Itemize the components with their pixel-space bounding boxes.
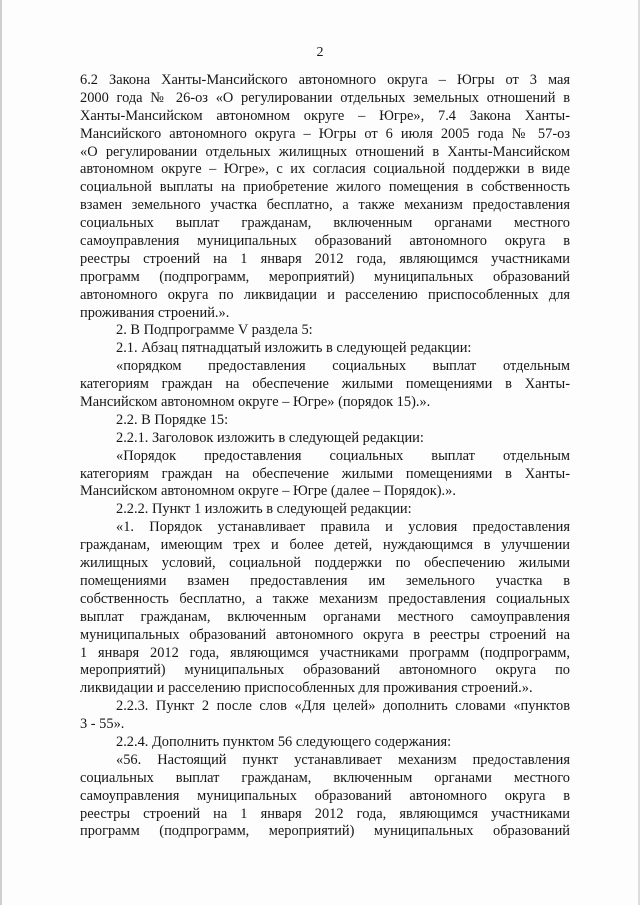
text-line: категориям граждан на обеспечение жилыми помещениями в Ханты- [80,376,570,393]
text-line: 2.2.1. Заголовок изложить в следующей редакции: [116,429,424,446]
text-line: 2000 года № 26-оз «О регулировании отдельных земельных отношений в [80,89,570,106]
text-line: проживания строений.». [80,304,230,321]
text-line: самоуправления муниципальных образований автономного округа в [80,233,570,250]
text-line: автономного округа по ликвидации и расселению приспособленных для [80,286,570,303]
text-line: жилищных условий, социальной поддержки по обеспечению жилыми [80,555,570,572]
text-line: Ханты-Мансийском автономном округе – Югре», 7.4 Закона Ханты- [80,107,570,124]
text-line: Мансийском автономном округе – Югре (далее – Порядок).». [80,483,456,500]
text-line: взамен земельного участка бесплатно, а также механизм предоставления [80,197,570,214]
text-line: выплат гражданам, включенным органами местного самоуправления [80,608,570,625]
document-body [80,72,570,841]
text-line: реестры строений на 1 января 2012 года, являющимся участниками [80,805,570,822]
text-line: автономном округе – Югре», с их согласия социальной поддержки в виде [80,161,570,178]
text-line: муниципальных образований автономного округа в реестры строений на [80,626,570,643]
scan-edge-left [0,0,2,905]
text-line: ликвидации и расселению приспособленных для проживания строений.». [80,680,533,697]
text-line: 2.2.3. Пункт 2 после слов «Для целей» дополнить словами «пунктов [116,698,570,715]
text-line: «порядком предоставления социальных выплат отдельным [116,358,570,375]
text-line: «1. Порядок устанавливает правила и условия предоставления [116,519,570,536]
text-line: программ (подпрограмм, мероприятий) муниципальных образований [80,823,570,840]
text-line: 2.2.2. Пункт 1 изложить в следующей редакции: [116,501,412,518]
text-line: реестры строений на 1 января 2012 года, являющимся участниками [80,250,570,267]
text-line: программ (подпрограмм, мероприятий) муниципальных образований [80,268,570,285]
text-line: Мансийском автономном округе – Югре» (порядок 15).». [80,394,431,411]
text-line: 2.2.4. Дополнить пунктом 56 следующего содержания: [116,733,452,750]
text-line: собственность бесплатно, а также механизм предоставления социальных [80,590,570,607]
text-line: «56. Настоящий пункт устанавливает механизм предоставления [116,751,570,768]
text-line: 2. В Подпрограмме V раздела 5: [116,322,313,339]
page-number: 2 [316,45,324,60]
text-line: 2.2. В Порядке 15: [116,411,229,428]
text-line: гражданам, имеющим трех и более детей, нуждающимся в улучшении [80,537,570,554]
text-line: самоуправления муниципальных образований автономного округа в [80,787,570,804]
text-line: социальных выплат гражданам, включенным органами местного [80,215,570,232]
text-line: помещениями взамен предоставления им земельного участка в [80,572,570,589]
text-line: 2.1. Абзац пятнадцатый изложить в следующей редакции: [116,340,472,357]
text-line: социальных выплат гражданам, включенным органами местного [80,769,570,786]
text-line: Мансийского автономного округа – Югры от 6 июля 2005 года № 57-оз [80,125,570,142]
text-line: 6.2 Закона Ханты-Мансийского автономного округа – Югры от 3 мая [80,72,570,88]
text-line: «Порядок предоставления социальных выплат отдельным [116,447,570,464]
text-line: 3 - 55». [80,716,125,733]
text-line: «О регулировании отдельных жилищных отношений в Ханты-Мансийском [80,143,570,160]
text-line: категориям граждан на обеспечение жилыми помещениями в Ханты- [80,465,570,482]
text-line: социальной выплаты на приобретение жилого помещения в собственность [80,179,570,196]
text-line: 1 января 2012 года, являющимся участниками программ (подпрограмм, [80,644,570,661]
text-line: мероприятий) муниципальных образований автономного округа по [80,662,570,679]
